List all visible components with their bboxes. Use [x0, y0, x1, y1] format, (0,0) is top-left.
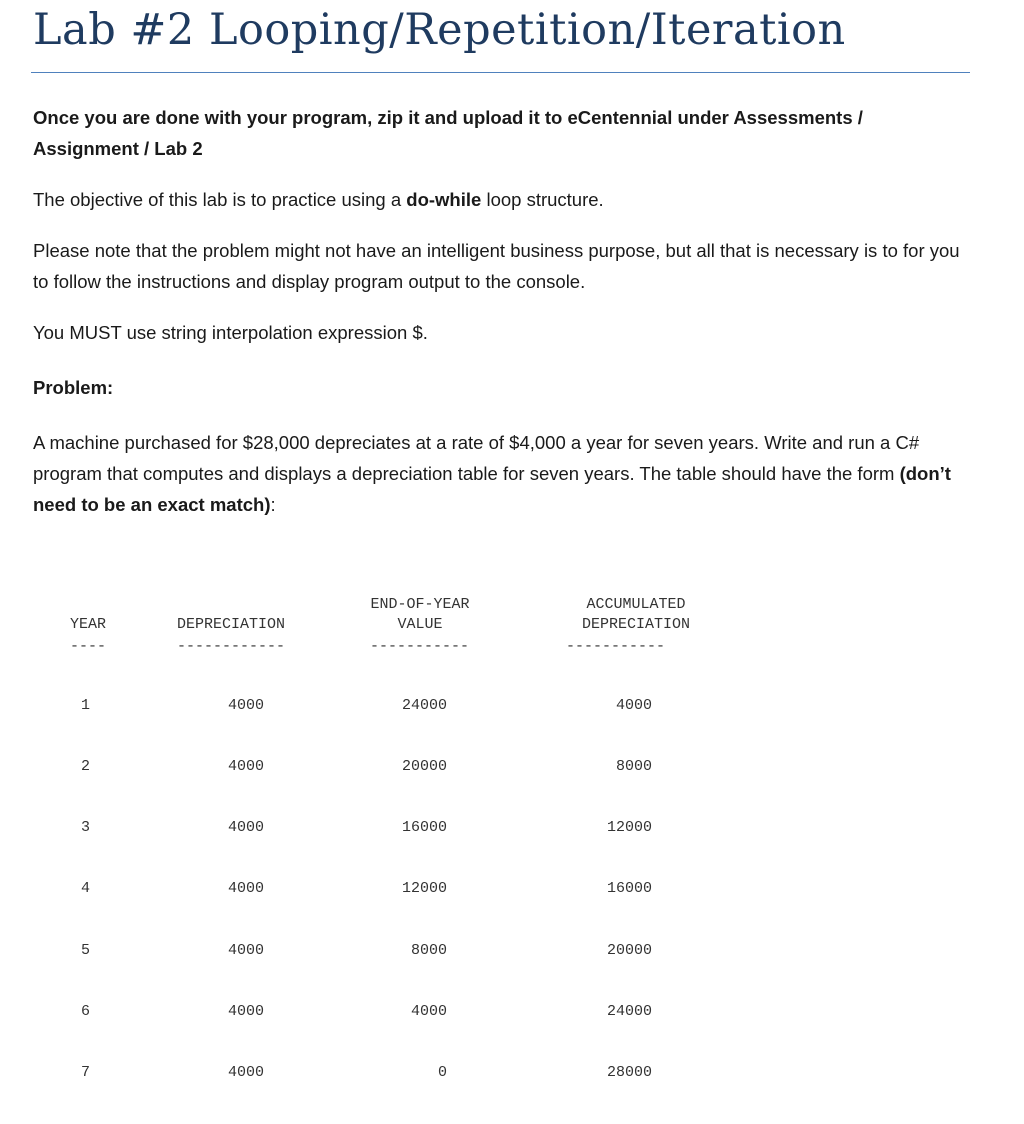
depreciation-cell: 4000	[227, 1064, 264, 1082]
depreciation-column	[200, 655, 264, 1124]
year-column	[60, 655, 90, 1124]
year-cell: 3	[80, 819, 90, 837]
year-cell: 2	[80, 758, 90, 776]
year-cell: 4	[80, 880, 90, 898]
divider-year: ----	[70, 638, 107, 655]
must-text: You MUST use string interpolation expression $.	[33, 322, 428, 343]
problem-heading: Problem:	[33, 377, 114, 398]
objective-text	[33, 184, 973, 215]
title-divider	[31, 72, 970, 73]
problem-text	[33, 427, 973, 520]
problem-text-bold: (don’t need to be an exact match)	[33, 463, 951, 515]
year-cell: 7	[80, 1064, 90, 1082]
accumulated-column	[580, 655, 652, 1124]
divider-depreciation: ------------	[177, 638, 286, 655]
submission-instructions: Once you are done with your program, zip it and upload it to eCentennial under Assessments / Assignment / Lab 2	[33, 107, 863, 159]
objective-keyword: do-while	[406, 189, 482, 210]
end-value-cell: 4000	[410, 1002, 447, 1020]
end-value-cell: 20000	[401, 758, 447, 776]
depreciation-cell: 4000	[227, 758, 264, 776]
end-value-column	[380, 655, 447, 1124]
depreciation-cell: 4000	[227, 880, 264, 898]
accumulated-cell: 20000	[606, 941, 652, 959]
accumulated-cell: 4000	[615, 696, 652, 714]
header-accumulated-line1: ACCUMULATED	[586, 596, 686, 613]
header-end-value-line1: END-OF-YEAR	[370, 596, 470, 613]
year-cell: 6	[80, 1002, 90, 1020]
accumulated-cell: 16000	[606, 880, 652, 898]
end-value-cell: 16000	[401, 819, 447, 837]
header-end-value-line2: VALUE	[397, 616, 443, 633]
divider-accumulated: -----------	[566, 638, 666, 655]
note-text: Please note that the problem might not have an intelligent business purpose, but all that is necessary is to for you to follow the instructions and display program output to the console.	[33, 240, 960, 292]
header-accumulated-line2: DEPRECIATION	[581, 616, 691, 633]
page-title: Lab #2 Looping/Repetition/Iteration	[33, 5, 846, 55]
objective-text-end: loop structure.	[481, 189, 604, 210]
depreciation-cell: 4000	[227, 941, 264, 959]
accumulated-cell: 12000	[606, 819, 652, 837]
depreciation-cell: 4000	[227, 696, 264, 714]
year-cell: 1	[80, 696, 90, 714]
end-value-cell: 8000	[410, 941, 447, 959]
end-value-cell: 0	[437, 1064, 447, 1082]
objective-text-start: The objective of this lab is to practice using a	[33, 189, 407, 210]
problem-text-end: :	[270, 494, 276, 515]
problem-text-start: A machine purchased for $28,000 depreciates at a rate of $4,000 a year for seven years. Write and run a C# program that computes and displays a depreciation table for seven years. The table should have the form	[33, 432, 920, 484]
year-cell: 5	[80, 941, 90, 959]
header-year: YEAR	[70, 616, 107, 633]
header-depreciation: DEPRECIATION	[177, 616, 286, 633]
accumulated-cell: 24000	[606, 1002, 652, 1020]
accumulated-cell: 28000	[606, 1064, 652, 1082]
end-value-cell: 24000	[401, 696, 447, 714]
depreciation-cell: 4000	[227, 1002, 264, 1020]
depreciation-cell: 4000	[227, 819, 264, 837]
divider-end-value: -----------	[370, 638, 470, 655]
accumulated-cell: 8000	[615, 758, 652, 776]
end-value-cell: 12000	[401, 880, 447, 898]
